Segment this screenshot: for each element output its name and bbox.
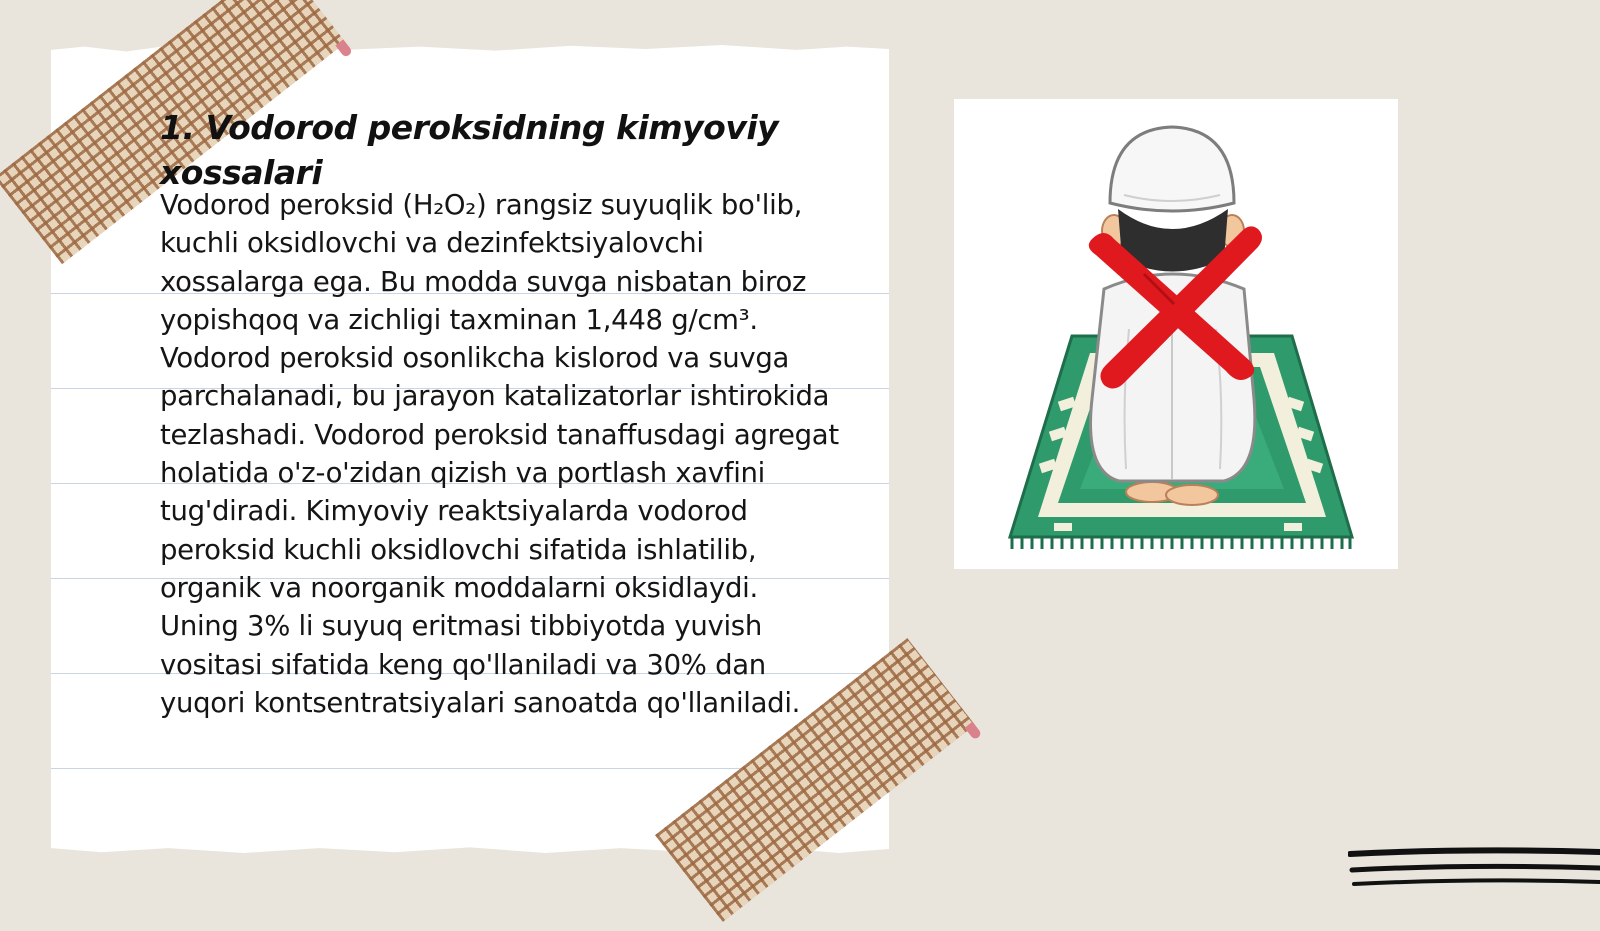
tape-tip <box>965 722 983 741</box>
crossed-out-prayer-icon <box>954 99 1398 569</box>
slide-body-text: Vodorod peroksid (H₂O₂) rangsiz suyuqlik bo'lib, kuchli oksidlovchi va dezinfektsiyalovchi xossalarga ega. Bu modda suvga nisbatan biroz yopishqoq va zichligi taxminan 1,448 g/cm³. Vodorod peroksid osonlikcha kislorod va suvga parchalanadi, bu jarayon katalizatorlar ishtirokida tezlashadi. Vodorod peroksid tanaffusdagi agregat holatida o'z-o'zidan qizish va portlash xavfini tug'diradi. Kimyoviy reaktsiyalarda vodorod peroksid kuchli oksidlovchi sifatida ishlatilib, organik va noorganik moddalarni oksidlaydi. Uning 3% li suyuq eritmasi tibbiyotda yuvish vositasi sifatida keng qo'llaniladi va 30% dan yuqori kontsentratsiyalari sanoatda qo'llaniladi. <box>160 189 839 719</box>
illustration-frame <box>954 99 1398 569</box>
decorative-scribble <box>1348 846 1600 900</box>
slide-title: 1. Vodorod peroksidning kimyoviy xossalari <box>160 108 779 192</box>
